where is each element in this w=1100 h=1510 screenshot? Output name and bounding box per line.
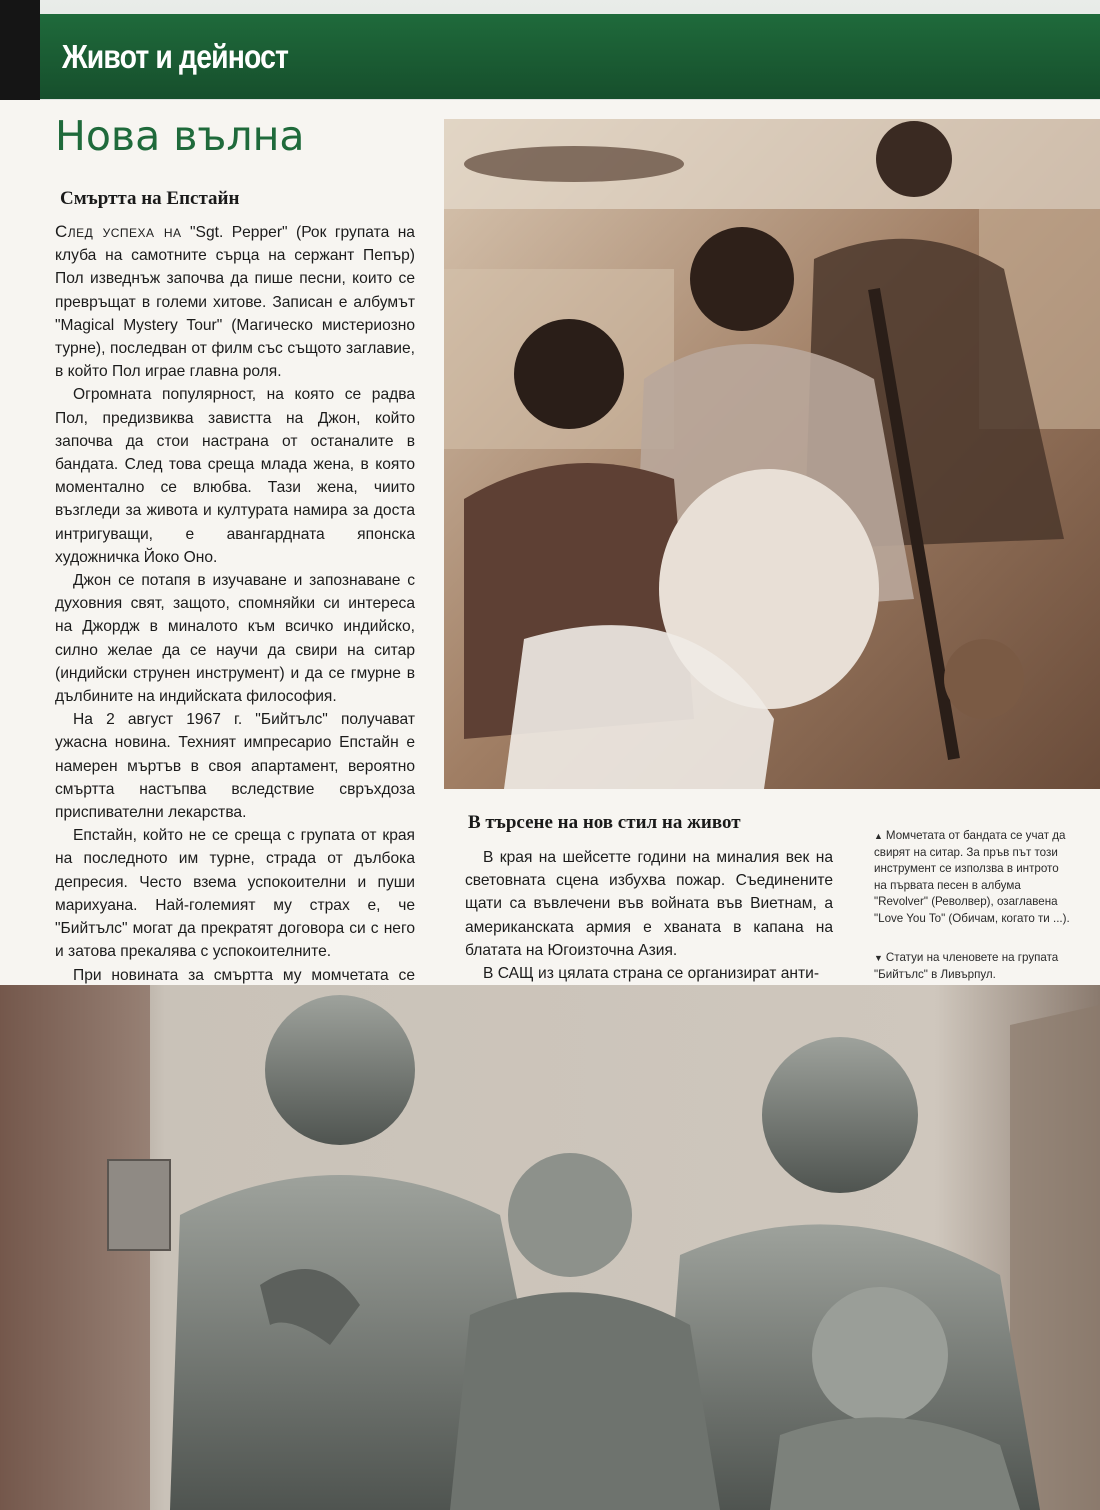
article-paragraph: Епстайн, който не се среща с групата от края на последното им турне, страда от дълбока депресия. Често взема успокоителни и пуши марихуана. Най-големият му страх е, че "Бийтълс" могат да прекратят договора си с него и затова прекалява с успокоителните.	[55, 827, 415, 961]
down-arrow-icon: ▼	[874, 953, 883, 963]
header-dark-strip	[0, 0, 40, 100]
lead-in: След успеха на	[55, 222, 182, 241]
article-column-left	[55, 220, 415, 1080]
photo-band-sitar	[444, 119, 1100, 789]
page-title: Нова вълна	[55, 112, 305, 160]
caption-sitar-photo: ▲ Момчетата от бандата се учат да свирят на ситар. За пръв път този инструмент се използва в интрото на първата песен в албума "Revolver" (Револвер), озаглавена "Love You To" (Обичам, когато ти ...).	[874, 829, 1070, 925]
article-paragraph: При новината за смъртта му момчетата се	[73, 966, 415, 984]
article-paragraph: В края на шейсетте години на миналия век на световната сцена избухва пожар. Съединените щати са въвлечени във войната във Виетнам, а американската армия е хваната в капана на блатата на Югоизточна Азия.	[465, 849, 833, 959]
article-paragraph: В САЩ из цялата страна се организират анти-	[483, 965, 820, 983]
up-arrow-icon: ▲	[874, 831, 883, 841]
article-paragraph: Джон се потапя в изучаване и запознаване с духовния свят, защото, спомняйки си интереса на Джордж в миналото към всичко индийско, силно желае да се научи да свири на ситар (индийски струнен инструмент) и да се гмурне в дълбините на индийската философия.	[55, 572, 415, 706]
section-label: Живот и дейност	[62, 38, 289, 75]
article-paragraph: След успеха на "Sgt. Pepper" (Рок групата на клуба на самотните сърца на сержант Пепър) Пол изведнъж започва да пише песни, които се превръщат в големи хитове. Записан е албумът "Magical Mystery Tour" (Магическо мистериозно турне), последван от филм със същото заглавие, в който Пол играе главна роля.	[55, 222, 415, 381]
photo-beatles-statues	[0, 985, 1100, 1510]
caption-statues-photo: ▼ Статуи на членовете на групата "Бийтълс" в Ливърпул.	[874, 951, 1059, 981]
article-column-right	[465, 846, 833, 985]
section-heading-new-style: В търсене на нов стил на живот	[468, 812, 741, 833]
article-paragraph: Огромната популярност, на която се радва Пол, предизвиква завистта на Джон, който започва да стои настрана от останалите в бандата. След това среща млада жена, в която моментално се влюбва. Тази жена, чиито възгледи за живота и културата намира за доста интригуващи, е авангардната японска художничка Йоко Оно.	[55, 386, 415, 566]
section-heading-epstein: Смъртта на Епстайн	[60, 188, 240, 209]
article-paragraph: На 2 август 1967 г. "Бийтълс" получават ужасна новина. Техният импресарио Епстайн е намерен мъртъв в своя апартамент, вероятно смъртта настъпва вследствие свръхдоза приспивателни лекарства.	[55, 711, 415, 822]
